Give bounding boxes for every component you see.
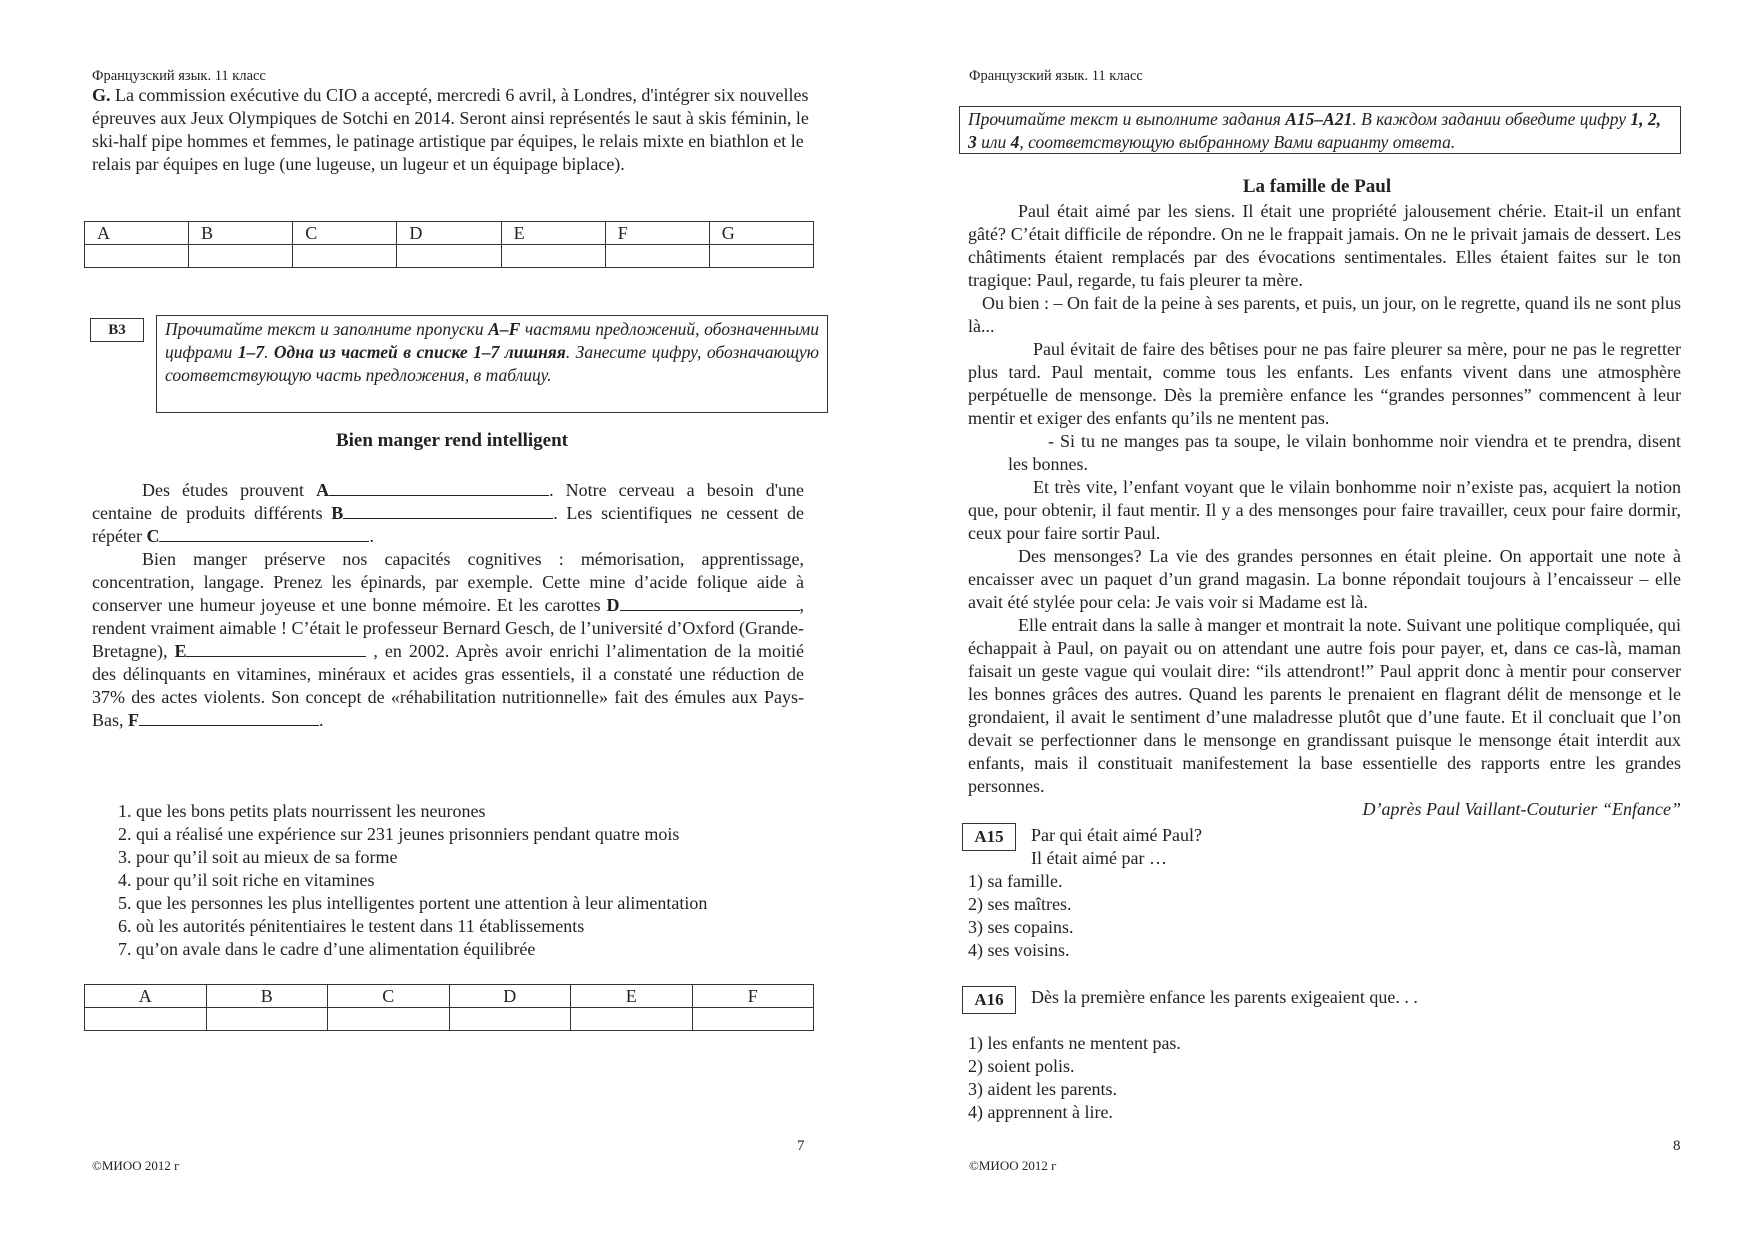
instr-text: частями предложений, обозначенными цифрами	[165, 319, 820, 362]
paragraph: - Si tu ne manges pas ta soupe, le vilain bonhomme noir viendra et te prendra, disent les bonnes.	[1008, 431, 1681, 474]
instr-text: .	[264, 342, 274, 362]
list-item: 1. que les bons petits plats nourrissent les neurones	[118, 801, 486, 821]
paragraph: Et très vite, l’enfant voyant que le vilain bonhomme noir n’existe pas, acquiert la notion que, pour obtenir, il faut mentir. Il y a des mensonges pour faire travailler, ceux pour faire dormir, ceux pour faire sortir Paul.	[968, 477, 1681, 543]
answer-options-a16	[968, 1032, 1181, 1124]
answer-table-g	[84, 221, 814, 268]
gap-letter: B	[331, 503, 344, 523]
instr-text: A–F	[488, 319, 521, 339]
answer-option[interactable]: 1) les enfants ne mentent pas.	[968, 1033, 1181, 1053]
paragraph: Bien manger préserve nos capacités cognitives : mémorisation, apprentissage, concentration, langage. Prenez les épinards, par exemple. Cette mine d’acide folique aide à conserver une humeur joyeuse et une bonne mémoire. Et les carottes D , rendent vraiment aimable ! C’était le professeur Bernard Gesch, de l’université d’Oxford (Grande-Bretagne), E , en 2002. Après avoir enrichi l’alimentation de la moitié des délinquants en vitamines, minéraux et acides gras essentiels, il a constaté une réduction de 37% des actes violents. Son concept de «réhabilitation nutritionnelle» fait des émules aux Pays-Bas, F .	[92, 549, 804, 730]
answer-cell[interactable]	[328, 1008, 450, 1031]
instr-text: Прочитайте текст и заполните пропуски	[165, 319, 489, 339]
answer-option[interactable]: 2) soient polis.	[968, 1056, 1075, 1076]
gap-letter: A	[316, 480, 330, 500]
question-text: Dès la première enfance les parents exigeaient que. . .	[1031, 987, 1418, 1007]
gap-letter: C	[146, 526, 160, 546]
paragraph-text: . Notre cerveau a besoin d'une centaine de produits différents	[92, 480, 804, 523]
paragraph-text: La commission exécutive du CIO a accepté, mercredi 6 avril, à Londres, d'intégrer six nouvelles épreuves aux Jeux Olympiques de Sotchi en 2014. Seront ainsi représentés le saut à skis féminin, le ski-half pipe hommes et femmes, le patinage artistique par équipes, le relais mixte en biathlon et le relais par équipes en luge (une lugeuse, un lugeur et un équipage biplace).	[92, 85, 809, 174]
text-body	[968, 200, 1681, 821]
instr-text: Прочитайте текст и выполните задания	[968, 109, 1286, 129]
list-item: 6. où les autorités pénitentiaires le testent dans 11 établissements	[118, 916, 585, 936]
answer-cell[interactable]	[501, 245, 605, 268]
list-item: 2. qui a réalisé une expérience sur 231 jeunes prisonniers pendant quatre mois	[118, 824, 680, 844]
instr-text: Одна из частей в списке 1–7 лишняя	[273, 342, 566, 362]
answer-option[interactable]: 4) ses voisins.	[968, 940, 1070, 960]
gap-blank-c[interactable]	[159, 525, 369, 542]
task-instructions	[959, 106, 1681, 154]
text-body	[92, 479, 804, 732]
answer-cell[interactable]	[571, 1008, 692, 1031]
gap-blank-f[interactable]	[139, 709, 319, 726]
table-header-cell: C	[293, 222, 397, 245]
table-header-cell: E	[501, 222, 605, 245]
footer: ©МИОО 2012 г	[92, 1158, 180, 1173]
instr-text: 1–7	[237, 342, 265, 362]
table-header-cell: G	[709, 222, 813, 245]
instr-text: . Занесите цифру, обозначающую соответствующую часть предложения, в таблицу.	[165, 342, 820, 385]
text-title: Bien manger rend intelligent	[335, 430, 569, 451]
source-attribution: D’après Paul Vaillant-Couturier “Enfance”	[1362, 799, 1681, 819]
paragraph-text: . Les scientifiques ne cessent de répéter	[92, 503, 805, 546]
right-page	[877, 0, 1754, 1239]
answer-cell[interactable]	[85, 245, 189, 268]
instr-text: или	[976, 132, 1011, 152]
table-header-cell: E	[571, 985, 692, 1008]
answer-cell[interactable]	[189, 245, 293, 268]
answer-cell[interactable]	[449, 1008, 571, 1031]
paragraph-g	[92, 84, 812, 176]
list-item: 5. que les personnes les plus intelligentes portent une attention à leur alimentation	[118, 893, 708, 913]
table-header-cell: B	[189, 222, 293, 245]
question: Par qui était aimé Paul?	[1031, 825, 1202, 845]
paragraph: Paul était aimé par les siens. Il était une propriété jalousement chérie. Etait-il un enfant gâté? C’était difficile de répondre. On ne le frappait jamais. On ne le privait jamais de dessert. Les châtiments étaient remplacés par des évocations sentimentales. Elles étaient faites sur le ton tragique: Paul, regarde, tu fais pleurer ta mère.	[968, 201, 1681, 290]
answer-option[interactable]: 2) ses maîtres.	[968, 894, 1072, 914]
answer-cell[interactable]	[85, 1008, 207, 1031]
paragraph: Des études prouvent A . Notre cerveau a besoin d'une centaine de produits différents B . Les scientifiques ne cessent de répéter C .	[92, 480, 805, 546]
table-header-cell: C	[328, 985, 450, 1008]
list-item: 4. pour qu’il soit riche en vitamines	[118, 870, 375, 890]
answer-table-b3	[84, 984, 814, 1031]
footer: ©МИОО 2012 г	[969, 1158, 1057, 1173]
answer-option[interactable]: 1) sa famille.	[968, 871, 1063, 891]
task-label-a16: A16	[962, 986, 1016, 1014]
instr-text: 4	[1010, 132, 1020, 152]
task-instructions	[156, 315, 828, 413]
instr-text: . В каждом задании обведите цифру	[1352, 109, 1631, 129]
paragraph-text: , rendent vraiment aimable ! C’était le professeur Bernard Gesch, de l’université d’Oxford (Grande-Bretagne),	[92, 595, 804, 661]
paragraph: Ou bien : – On fait de la peine à ses parents, et puis, un jour, on le regrette, quand ils ne sont plus là...	[968, 293, 1681, 336]
page-header: Французский язык. 11 класс	[92, 68, 266, 84]
gap-blank-b[interactable]	[343, 502, 553, 519]
table-header-cell: D	[449, 985, 571, 1008]
paragraph: Des mensonges? La vie des grandes personnes en était pleine. On apportait une note à encaisser avec un paquet d’un grand magasin. La bonne répondait toujours à l’encaisseur – elle avait été stylée pour cela: Je vais voir si Madame est là.	[968, 546, 1681, 612]
paragraph-text: Des études prouvent	[142, 480, 317, 500]
question-text	[1031, 824, 1202, 870]
paragraph-text: Bien manger préserve nos capacités cognitives : mémorisation, apprentissage, concentration, langage. Prenez les épinards, par exemple. Cette mine d’acide folique aide à conserver une humeur joyeuse et une bonne mémoire. Et les carottes	[92, 549, 804, 615]
gap-blank-a[interactable]	[329, 479, 549, 496]
table-header-cell: F	[605, 222, 709, 245]
page-number: 7	[797, 1138, 805, 1154]
answer-cell[interactable]	[397, 245, 501, 268]
gap-blank-e[interactable]	[186, 640, 366, 657]
gap-letter: F	[128, 710, 139, 730]
page-number: 8	[1673, 1138, 1681, 1154]
instr-text: A15–A21	[1285, 109, 1353, 129]
task-label-a15: A15	[962, 823, 1016, 851]
answer-options-a15	[968, 870, 1073, 962]
instr-text: 1, 2, 3	[968, 109, 1661, 152]
options-list	[118, 800, 707, 961]
answer-cell[interactable]	[206, 1008, 328, 1031]
answer-option[interactable]: 3) aident les parents.	[968, 1079, 1117, 1099]
list-item: 3. pour qu’il soit au mieux de sa forme	[118, 847, 398, 867]
question-stem: Il était aimé par …	[1031, 848, 1167, 868]
table-header-cell: F	[692, 985, 813, 1008]
list-item: 7. qu’on avale dans le cadre d’une alimentation équilibrée	[118, 939, 536, 959]
table-header-cell: D	[397, 222, 501, 245]
paragraph: Elle entrait dans la salle à manger et montrait la note. Suivant une politique compliquée, qui échappait à Paul, on payait ou on attendant une autre fois pour payer, et, dans ce cas-là, maman faisait un geste vague qui voulait dire: “ils attendront!” Paul apprit donc à mentir pour conserver les bonnes grâces des autres. Quand les parents le prenaient en flagrant délit de mensonge et le grondaient, il avait le sentiment d’une maladresse plutôt que d’une faute. Et il concluait que l’on devait se perfectionner dans le mensonge en grandissant puisque le mensonge était interdit aux enfants, mais il constituait manifestement la base essentielle des rapports entre les grandes personnes.	[968, 615, 1681, 796]
gap-letter: D	[606, 595, 620, 615]
task-label-b3: B3	[90, 318, 144, 342]
answer-option[interactable]: 4) apprennent à lire.	[968, 1102, 1113, 1122]
table-header-cell: A	[85, 222, 189, 245]
answer-cell[interactable]	[692, 1008, 813, 1031]
table-header-cell: B	[206, 985, 328, 1008]
paragraph: Paul évitait de faire des bêtises pour ne pas faire pleurer sa mère, pour ne pas le regretter plus tard. Paul mentait, comme tous les enfants. Les enfants vivent dans une atmosphère perpétuelle de mensonge. Dès la première enfance les “grandes personnes” commencent à leur mentir et exiger des enfants qu’ils ne mentent pas.	[968, 339, 1681, 428]
page-header: Французский язык. 11 класс	[969, 68, 1143, 84]
answer-cell[interactable]	[709, 245, 813, 268]
gap-blank-d[interactable]	[620, 594, 800, 611]
text-title: La famille de Paul	[1242, 176, 1392, 197]
answer-option[interactable]: 3) ses copains.	[968, 917, 1074, 937]
gap-letter: E	[174, 641, 187, 661]
answer-cell[interactable]	[293, 245, 397, 268]
paragraph-text: , en 2002. Après avoir enrichi l’alimentation de la moitié des délinquants en vitamines, minéraux et acides gras essentiels, il a constaté une réduction de 37% des actes violents. Son concept de «réhabilitation nutritionnelle» fait des émules aux Pays-Bas,	[92, 641, 804, 730]
answer-cell[interactable]	[605, 245, 709, 268]
paragraph-letter: G.	[92, 85, 111, 105]
table-header-cell: A	[85, 985, 207, 1008]
instr-text: , соответствующую выбранному Вами варианту ответа.	[1019, 132, 1456, 152]
